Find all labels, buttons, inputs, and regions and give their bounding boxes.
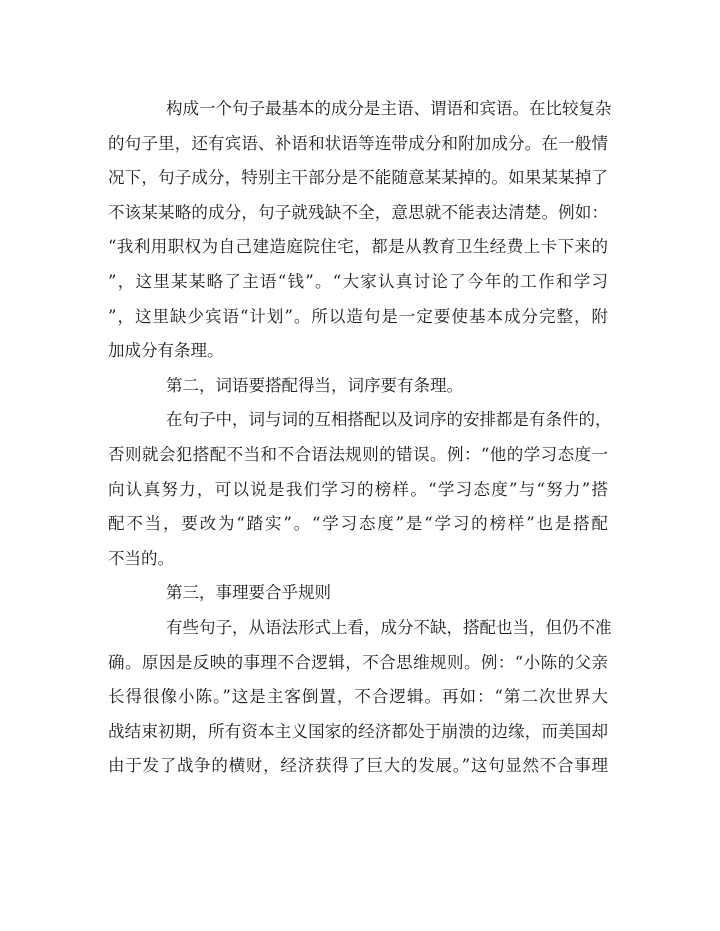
text-line: 有些句子，从语法形式上看，成分不缺，搭配也当，但仍不准 — [166, 617, 612, 637]
text-line: 配不当，要改为“踏实”。“学习态度”是“学习的榜样”也是搭配 — [108, 514, 608, 534]
text-line: 不当的。 — [108, 548, 174, 568]
text-line: “我利用职权为自己建造庭院住宅，都是从教育卫生经费上卡下来的 — [108, 237, 608, 257]
section-heading: 第二，词语要搭配得当，词序要有条理。 — [166, 375, 463, 395]
text-line: 不该某某略的成分，句子就残缺不全，意思就不能表达清楚。例如： — [108, 202, 608, 222]
document-body — [108, 92, 612, 784]
text-line: ”，这里某某略了主语“钱”。“大家认真讨论了今年的工作和学习 — [108, 271, 608, 291]
text-line: 加成分有条理。 — [108, 341, 224, 361]
text-line: 构成一个句子最基本的成分是主语、谓语和宾语。在比较复杂 — [166, 99, 612, 118]
text-line: 况下，句子成分，特别主干部分是不能随意某某掉的。如果某某掉了 — [108, 168, 608, 188]
text-line: 战结束初期，所有资本主义国家的经济都处于崩溃的边缘，而美国却 — [108, 721, 608, 741]
text-line: 由于发了战争的横财，经济获得了巨大的发展。”这句显然不合事理 — [108, 756, 608, 776]
text-line: ”，这里缺少宾语“计划”。所以造句是一定要使基本成分完整，附 — [108, 306, 608, 326]
text-line: 在句子中，词与词的互相搭配以及词序的安排都是有条件的， — [166, 410, 612, 430]
text-line: 确。原因是反映的事理不合逻辑，不合思维规则。例：“小陈的父亲 — [108, 652, 608, 672]
text-line: 向认真努力，可以说是我们学习的榜样。“学习态度”与“努力”搭 — [108, 479, 608, 499]
text-line: 的句子里，还有宾语、补语和状语等连带成分和附加成分。在一般情 — [108, 133, 608, 153]
text-line: 否则就会犯搭配不当和不合语法规则的错误。例：“他的学习态度一 — [108, 444, 608, 464]
text-line: 长得很像小陈。”这是主客倒置，不合逻辑。再如：“第二次世界大 — [108, 687, 608, 707]
section-heading: 第三，事理要合乎规则 — [166, 583, 331, 603]
